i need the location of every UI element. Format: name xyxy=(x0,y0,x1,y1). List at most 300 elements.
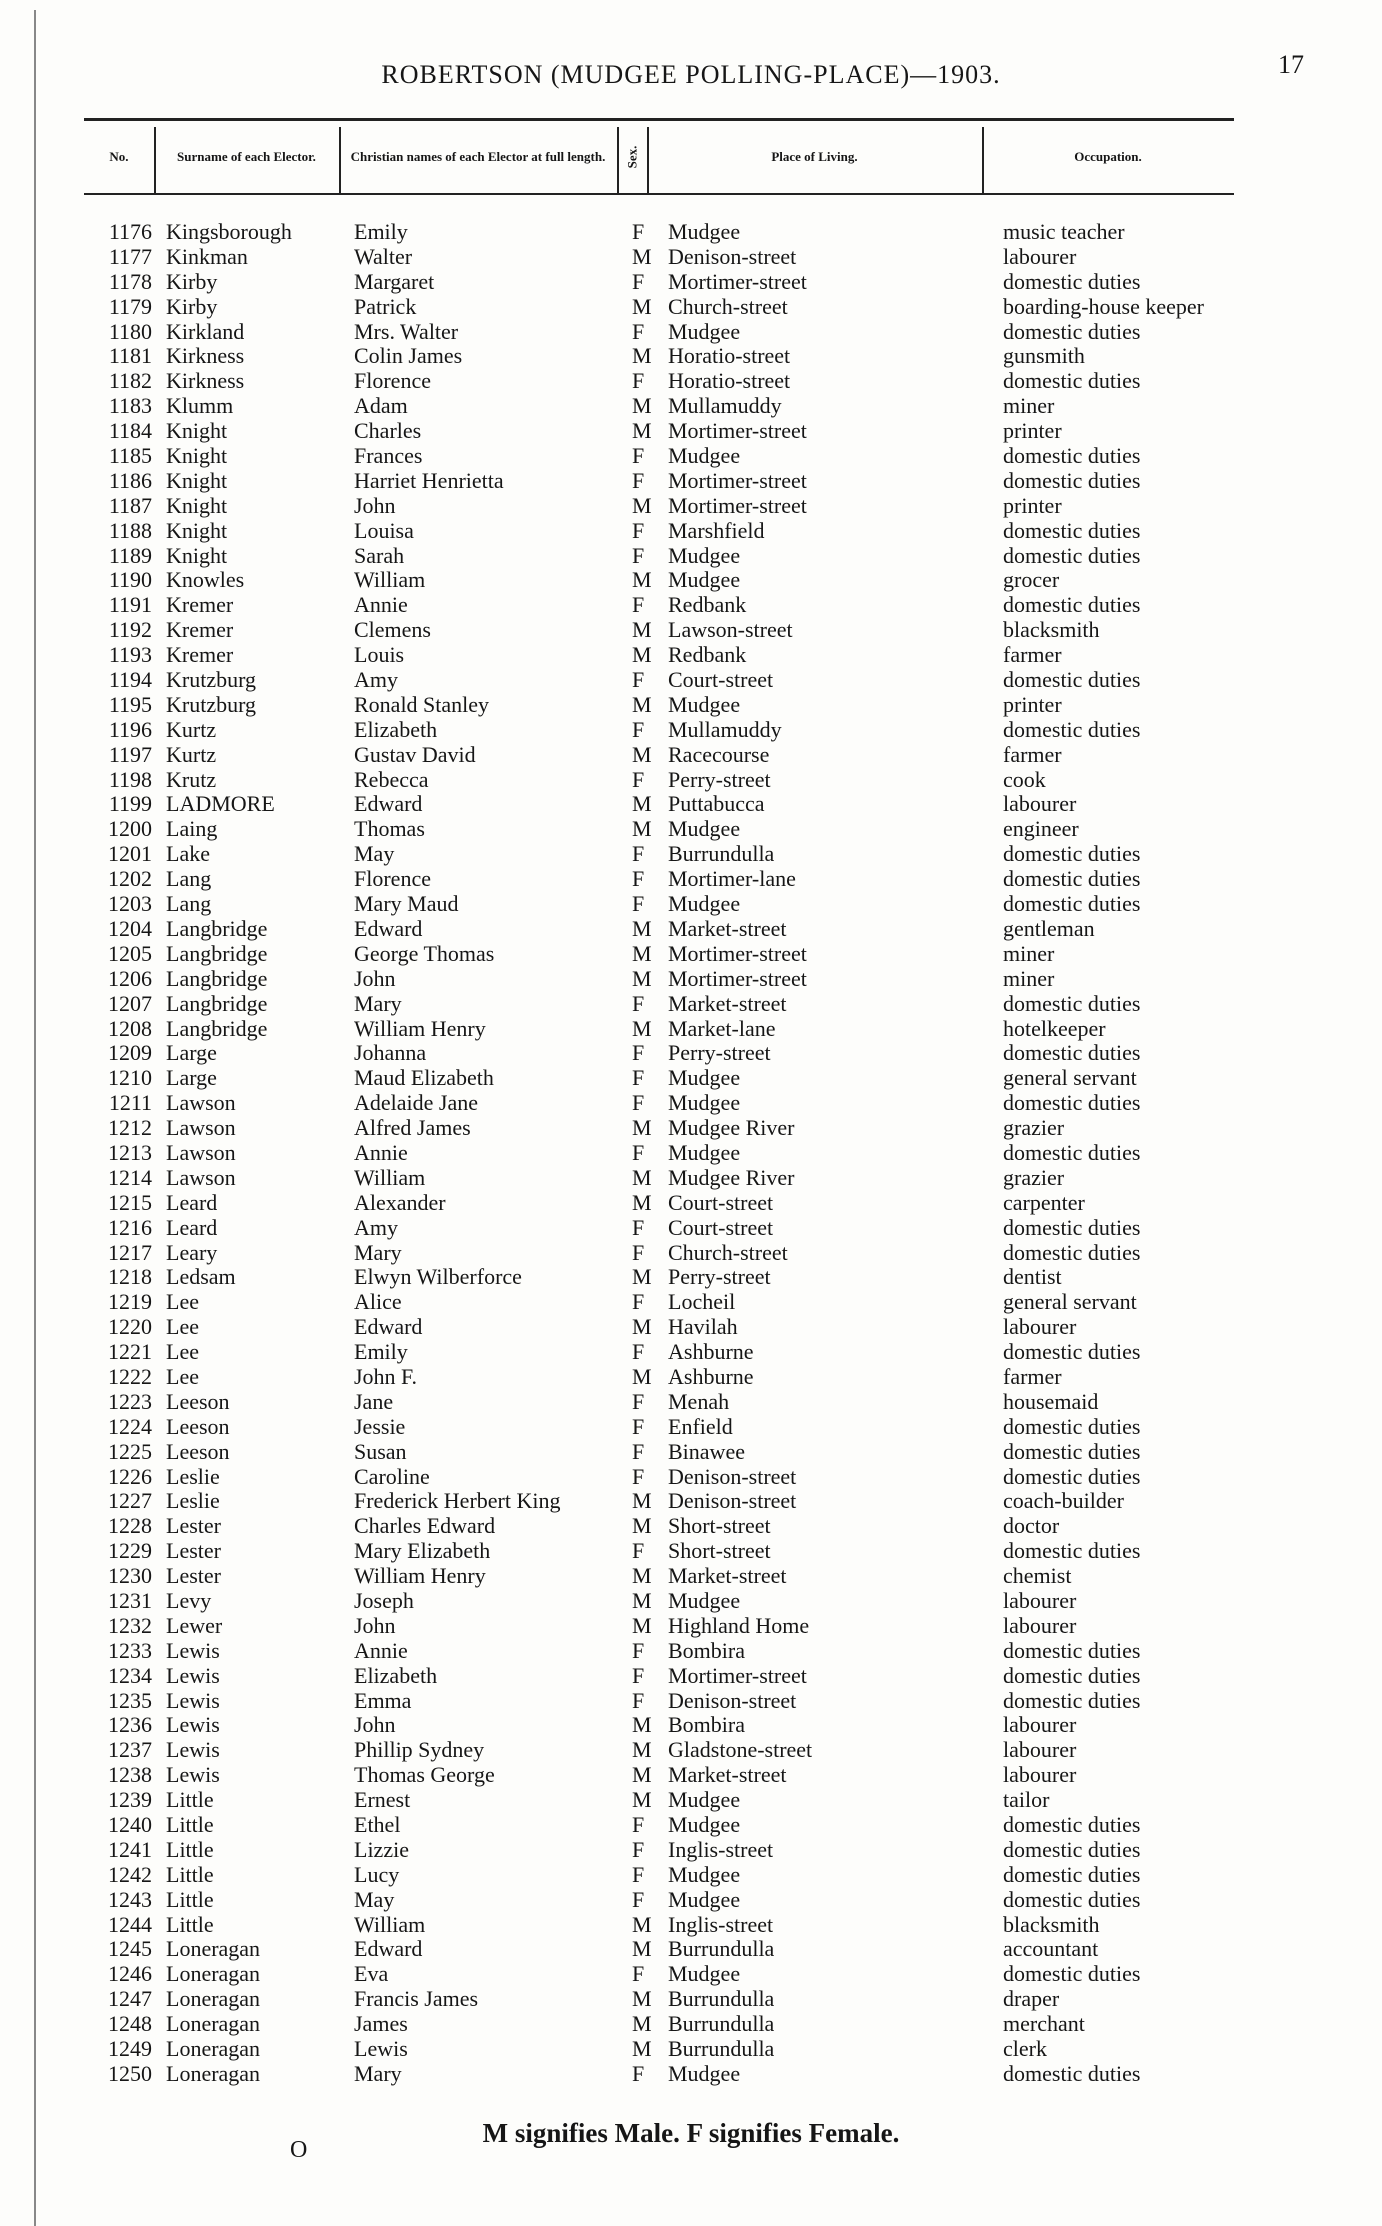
elector-christian-names: Mary xyxy=(354,1239,402,1265)
elector-occupation: domestic duties xyxy=(1003,1040,1141,1066)
elector-sex: M xyxy=(632,1587,652,1613)
table-row xyxy=(0,1489,1382,1514)
elector-place: Inglis-street xyxy=(668,1911,774,1937)
elector-place: Mudgee xyxy=(668,1886,741,1912)
elector-sex: F xyxy=(632,1289,645,1315)
elector-christian-names: Amy xyxy=(354,667,398,693)
table-row xyxy=(0,1365,1382,1390)
elector-surname: Leard xyxy=(166,1189,218,1215)
elector-sex: M xyxy=(632,642,652,668)
elector-surname: Kirby xyxy=(166,268,218,294)
elector-occupation: miner xyxy=(1003,965,1055,991)
elector-christian-names: Mary Elizabeth xyxy=(354,1538,491,1564)
elector-place: Racecourse xyxy=(668,741,770,767)
elector-sex: M xyxy=(632,1737,652,1763)
elector-christian-names: Emma xyxy=(354,1687,412,1713)
elector-surname: Knight xyxy=(166,517,228,543)
elector-christian-names: Edward xyxy=(354,1314,423,1340)
elector-sex: F xyxy=(632,990,645,1016)
table-row xyxy=(0,942,1382,967)
elector-christian-names: Jane xyxy=(354,1388,394,1414)
elector-occupation: domestic duties xyxy=(1003,1090,1141,1116)
table-row xyxy=(0,817,1382,842)
elector-sex: F xyxy=(632,1662,645,1688)
elector-sex: F xyxy=(632,1538,645,1564)
elector-list xyxy=(0,220,1382,2087)
table-row xyxy=(0,693,1382,718)
elector-number: 1241 xyxy=(108,1836,152,1862)
elector-number: 1222 xyxy=(108,1363,152,1389)
elector-christian-names: John xyxy=(354,965,396,991)
elector-christian-names: Edward xyxy=(354,915,423,941)
elector-sex: M xyxy=(632,1986,652,2012)
elector-christian-names: Alfred James xyxy=(354,1115,471,1141)
elector-occupation: domestic duties xyxy=(1003,318,1141,344)
elector-occupation: domestic duties xyxy=(1003,866,1141,892)
elector-place: Horatio-street xyxy=(668,368,791,394)
sex-legend: M signifies Male. F signifies Female. xyxy=(482,2118,900,2148)
elector-place: Mudgee River xyxy=(668,1115,795,1141)
elector-number: 1236 xyxy=(108,1712,152,1738)
elector-place: Mortimer-street xyxy=(668,965,807,991)
elector-surname: Lang xyxy=(166,866,212,892)
table-row xyxy=(0,1539,1382,1564)
elector-christian-names: Mary xyxy=(354,2060,402,2086)
elector-sex: M xyxy=(632,293,652,319)
elector-number: 1229 xyxy=(108,1538,152,1564)
table-row xyxy=(0,867,1382,892)
elector-place: Mudgee xyxy=(668,1861,741,1887)
elector-place: Court-street xyxy=(668,667,774,693)
elector-christian-names: William Henry xyxy=(354,1563,486,1589)
elector-surname: Little xyxy=(166,1911,214,1937)
elector-occupation: domestic duties xyxy=(1003,1812,1141,1837)
elector-christian-names: Patrick xyxy=(354,293,417,319)
elector-number: 1203 xyxy=(108,891,152,917)
table-row xyxy=(0,1091,1382,1116)
elector-place: Burrundulla xyxy=(668,2011,775,2037)
elector-surname: Kremer xyxy=(166,642,234,668)
table-row xyxy=(0,519,1382,544)
elector-christian-names: Maud Elizabeth xyxy=(354,1065,494,1091)
table-row xyxy=(0,1713,1382,1738)
table-row xyxy=(0,743,1382,768)
elector-number: 1211 xyxy=(108,1090,152,1116)
column-header-sex xyxy=(617,121,647,193)
elector-sex: F xyxy=(632,766,645,792)
elector-surname: Little xyxy=(166,1812,214,1837)
elector-sex: F xyxy=(632,517,645,543)
elector-christian-names: William xyxy=(354,1911,426,1937)
elector-place: Marshfield xyxy=(668,517,765,543)
elector-number: 1213 xyxy=(108,1139,152,1165)
elector-surname: Little xyxy=(166,1787,214,1813)
elector-number: 1192 xyxy=(108,617,152,643)
elector-sex: F xyxy=(632,866,645,892)
table-row xyxy=(0,992,1382,1017)
elector-surname: Little xyxy=(166,1861,214,1887)
elector-occupation: grazier xyxy=(1003,1115,1065,1141)
table-row xyxy=(0,1564,1382,1589)
elector-number: 1240 xyxy=(108,1812,152,1837)
elector-christian-names: Ronald Stanley xyxy=(354,691,490,717)
elector-place: Mortimer-street xyxy=(668,268,807,294)
elector-occupation: domestic duties xyxy=(1003,841,1141,867)
elector-number: 1204 xyxy=(108,915,152,941)
elector-place: Short-street xyxy=(668,1513,771,1539)
elector-sex: F xyxy=(632,716,645,742)
elector-surname: Lester xyxy=(166,1563,221,1589)
elector-occupation: blacksmith xyxy=(1003,1911,1100,1937)
elector-sex: M xyxy=(632,1911,652,1937)
elector-number: 1237 xyxy=(108,1737,152,1763)
elector-christian-names: Emily xyxy=(354,1339,408,1365)
table-row xyxy=(0,1290,1382,1315)
elector-number: 1234 xyxy=(108,1662,152,1688)
elector-surname: Loneragan xyxy=(166,1986,261,2012)
elector-sex: M xyxy=(632,343,652,369)
elector-number: 1214 xyxy=(108,1164,152,1190)
elector-place: Mudgee xyxy=(668,1587,741,1613)
elector-sex: M xyxy=(632,1488,652,1514)
elector-occupation: gunsmith xyxy=(1003,343,1085,369)
elector-sex: M xyxy=(632,1314,652,1340)
elector-surname: Leslie xyxy=(166,1488,220,1514)
elector-surname: Lewer xyxy=(166,1612,223,1638)
elector-surname: Lee xyxy=(166,1314,199,1340)
table-row xyxy=(0,967,1382,992)
elector-christian-names: Harriet Henrietta xyxy=(354,467,504,493)
elector-occupation: general servant xyxy=(1003,1065,1137,1091)
table-row xyxy=(0,643,1382,668)
table-row xyxy=(0,1066,1382,1091)
elector-number: 1226 xyxy=(108,1463,152,1489)
elector-number: 1190 xyxy=(108,567,152,593)
elector-surname: Lee xyxy=(166,1339,199,1365)
elector-surname: Kurtz xyxy=(166,716,217,742)
elector-occupation: coach-builder xyxy=(1003,1488,1124,1514)
elector-number: 1223 xyxy=(108,1388,152,1414)
elector-surname: Knight xyxy=(166,542,228,568)
elector-occupation: boarding-house keeper xyxy=(1003,293,1204,319)
table-row xyxy=(0,2012,1382,2037)
elector-surname: Little xyxy=(166,1836,214,1862)
elector-number: 1232 xyxy=(108,1612,152,1638)
page-title: ROBERTSON (MUDGEE POLLING-PLACE)—1903. xyxy=(381,60,1001,89)
elector-surname: Lawson xyxy=(166,1090,236,1116)
elector-sex: M xyxy=(632,1115,652,1141)
elector-place: Mudgee xyxy=(668,1090,741,1116)
table-row xyxy=(0,320,1382,345)
elector-surname: Leeson xyxy=(166,1438,230,1464)
elector-christian-names: George Thomas xyxy=(354,940,495,966)
table-row xyxy=(0,1738,1382,1763)
elector-sex: F xyxy=(632,467,645,493)
elector-surname: Knight xyxy=(166,492,228,518)
elector-number: 1188 xyxy=(108,517,152,543)
elector-place: Court-street xyxy=(668,1214,774,1240)
elector-occupation: domestic duties xyxy=(1003,891,1141,917)
elector-christian-names: Mary Maud xyxy=(354,891,459,917)
elector-number: 1200 xyxy=(108,816,152,842)
elector-number: 1227 xyxy=(108,1488,152,1514)
elector-christian-names: Florence xyxy=(354,866,431,892)
elector-sex: M xyxy=(632,1787,652,1813)
elector-occupation: domestic duties xyxy=(1003,1861,1141,1887)
elector-occupation: engineer xyxy=(1003,816,1079,842)
elector-number: 1216 xyxy=(108,1214,152,1240)
elector-sex: F xyxy=(632,318,645,344)
table-row xyxy=(0,768,1382,793)
header-bottom-rule xyxy=(84,193,1234,195)
elector-place: Mudgee xyxy=(668,1787,741,1813)
elector-occupation: draper xyxy=(1003,1986,1060,2012)
elector-sex: M xyxy=(632,1264,652,1290)
table-row xyxy=(0,1440,1382,1465)
elector-number: 1184 xyxy=(108,418,152,444)
elector-occupation: printer xyxy=(1003,418,1062,444)
elector-number: 1194 xyxy=(108,667,152,693)
elector-christian-names: Francis James xyxy=(354,1986,479,2012)
elector-occupation: domestic duties xyxy=(1003,716,1141,742)
elector-occupation: labourer xyxy=(1003,791,1077,817)
table-row xyxy=(0,419,1382,444)
elector-number: 1249 xyxy=(108,2036,152,2062)
elector-christian-names: Edward xyxy=(354,791,423,817)
elector-place: Redbank xyxy=(668,642,747,668)
elector-place: Mortimer-street xyxy=(668,940,807,966)
elector-sex: F xyxy=(632,1687,645,1713)
table-row xyxy=(0,1888,1382,1913)
table-row xyxy=(0,1017,1382,1042)
elector-number: 1206 xyxy=(108,965,152,991)
elector-surname: Knight xyxy=(166,467,228,493)
elector-christian-names: William xyxy=(354,1164,426,1190)
table-row xyxy=(0,1987,1382,2012)
elector-christian-names: Gustav David xyxy=(354,741,476,767)
elector-surname: Langbridge xyxy=(166,1015,268,1041)
elector-christian-names: Adelaide Jane xyxy=(354,1090,478,1116)
elector-number: 1193 xyxy=(108,642,152,668)
elector-place: Bombira xyxy=(668,1637,745,1663)
elector-place: Burrundulla xyxy=(668,2036,775,2062)
table-row xyxy=(0,344,1382,369)
elector-sex: M xyxy=(632,741,652,767)
elector-christian-names: Louis xyxy=(354,642,405,668)
elector-christian-names: James xyxy=(354,2011,408,2037)
table-row xyxy=(0,1340,1382,1365)
elector-surname: Lester xyxy=(166,1513,221,1539)
elector-number: 1233 xyxy=(108,1637,152,1663)
elector-sex: M xyxy=(632,915,652,941)
elector-occupation: accountant xyxy=(1003,1936,1099,1962)
elector-occupation: domestic duties xyxy=(1003,1836,1141,1862)
elector-christian-names: John xyxy=(354,1612,396,1638)
elector-occupation: domestic duties xyxy=(1003,1438,1141,1464)
elector-number: 1183 xyxy=(108,393,152,419)
elector-surname: Knowles xyxy=(166,567,245,593)
elector-place: Locheil xyxy=(668,1289,736,1315)
elector-christian-names: Thomas xyxy=(354,816,425,842)
elector-sex: F xyxy=(632,1090,645,1116)
elector-place: Mudgee xyxy=(668,691,741,717)
table-row xyxy=(0,1041,1382,1066)
elector-sex: M xyxy=(632,2036,652,2062)
elector-number: 1238 xyxy=(108,1762,152,1788)
elector-place: Redbank xyxy=(668,592,747,618)
elector-christian-names: Elwyn Wilberforce xyxy=(354,1264,522,1290)
elector-occupation: domestic duties xyxy=(1003,1687,1141,1713)
table-row xyxy=(0,1614,1382,1639)
elector-occupation: labourer xyxy=(1003,1737,1077,1763)
elector-sex: F xyxy=(632,1463,645,1489)
elector-surname: Leslie xyxy=(166,1463,220,1489)
elector-place: Mudgee xyxy=(668,891,741,917)
elector-christian-names: Emily xyxy=(354,219,408,244)
table-row xyxy=(0,469,1382,494)
elector-place: Menah xyxy=(668,1388,730,1414)
elector-number: 1217 xyxy=(108,1239,152,1265)
table-row xyxy=(0,842,1382,867)
elector-christian-names: Susan xyxy=(354,1438,407,1464)
column-header-place: Place of Living. xyxy=(771,149,858,164)
elector-place: Denison-street xyxy=(668,1463,797,1489)
table-row xyxy=(0,568,1382,593)
table-row xyxy=(0,1166,1382,1191)
elector-occupation: labourer xyxy=(1003,1314,1077,1340)
elector-sex: F xyxy=(632,1339,645,1365)
elector-occupation: domestic duties xyxy=(1003,1463,1141,1489)
elector-sex: M xyxy=(632,617,652,643)
elector-place: Denison-street xyxy=(668,1488,797,1514)
elector-christian-names: Jessie xyxy=(354,1413,406,1439)
elector-surname: Lewis xyxy=(166,1687,220,1713)
elector-number: 1212 xyxy=(108,1115,152,1141)
table-row xyxy=(0,1813,1382,1838)
elector-number: 1205 xyxy=(108,940,152,966)
elector-sex: F xyxy=(632,1139,645,1165)
table-row xyxy=(0,1415,1382,1440)
elector-sex: F xyxy=(632,2060,645,2086)
table-row xyxy=(0,1962,1382,1987)
elector-occupation: grocer xyxy=(1003,567,1060,593)
elector-place: Bombira xyxy=(668,1712,745,1738)
elector-christian-names: Elizabeth xyxy=(354,716,438,742)
elector-surname: Kremer xyxy=(166,617,234,643)
elector-number: 1185 xyxy=(108,443,152,469)
elector-occupation: blacksmith xyxy=(1003,617,1100,643)
elector-surname: Krutzburg xyxy=(166,667,257,693)
elector-occupation: general servant xyxy=(1003,1289,1137,1315)
elector-christian-names: Clemens xyxy=(354,617,431,643)
elector-surname: Loneragan xyxy=(166,2060,261,2086)
table-row xyxy=(0,668,1382,693)
elector-occupation: domestic duties xyxy=(1003,542,1141,568)
elector-number: 1247 xyxy=(108,1986,152,2012)
elector-occupation: miner xyxy=(1003,940,1055,966)
elector-surname: Langbridge xyxy=(166,915,268,941)
table-row xyxy=(0,1863,1382,1888)
elector-number: 1228 xyxy=(108,1513,152,1539)
elector-number: 1250 xyxy=(108,2060,152,2086)
elector-number: 1178 xyxy=(108,268,152,294)
elector-surname: Langbridge xyxy=(166,990,268,1016)
elector-surname: Langbridge xyxy=(166,965,268,991)
elector-place: Mudgee xyxy=(668,1139,741,1165)
elector-sex: F xyxy=(632,1065,645,1091)
elector-number: 1196 xyxy=(108,716,152,742)
elector-sex: F xyxy=(632,219,645,244)
elector-number: 1207 xyxy=(108,990,152,1016)
elector-number: 1242 xyxy=(108,1861,152,1887)
elector-number: 1177 xyxy=(108,243,152,269)
elector-christian-names: May xyxy=(354,841,395,867)
elector-christian-names: Johanna xyxy=(354,1040,427,1066)
elector-surname: Large xyxy=(166,1065,217,1091)
elector-place: Havilah xyxy=(668,1314,738,1340)
elector-sex: M xyxy=(632,243,652,269)
elector-surname: Levy xyxy=(166,1587,212,1613)
table-row xyxy=(0,1390,1382,1415)
elector-christian-names: Alice xyxy=(354,1289,402,1315)
elector-sex: F xyxy=(632,891,645,917)
table-row xyxy=(0,544,1382,569)
elector-sex: F xyxy=(632,1637,645,1663)
table-row xyxy=(0,1465,1382,1490)
elector-number: 1202 xyxy=(108,866,152,892)
elector-occupation: labourer xyxy=(1003,1712,1077,1738)
elector-sex: M xyxy=(632,1563,652,1589)
elector-place: Perry-street xyxy=(668,766,771,792)
elector-christian-names: Louisa xyxy=(354,517,414,543)
elector-christian-names: Elizabeth xyxy=(354,1662,438,1688)
elector-number: 1176 xyxy=(108,219,152,244)
elector-number: 1245 xyxy=(108,1936,152,1962)
elector-occupation: housemaid xyxy=(1003,1388,1099,1414)
elector-sex: F xyxy=(632,443,645,469)
elector-occupation: grazier xyxy=(1003,1164,1065,1190)
elector-occupation: carpenter xyxy=(1003,1189,1085,1215)
elector-christian-names: Colin James xyxy=(354,343,463,369)
elector-sex: M xyxy=(632,691,652,717)
elector-christian-names: Florence xyxy=(354,368,431,394)
elector-surname: Kirkland xyxy=(166,318,245,344)
elector-occupation: domestic duties xyxy=(1003,990,1141,1016)
elector-occupation: domestic duties xyxy=(1003,1413,1141,1439)
elector-number: 1220 xyxy=(108,1314,152,1340)
elector-christian-names: Thomas George xyxy=(354,1762,495,1788)
elector-sex: F xyxy=(632,1040,645,1066)
table-row xyxy=(0,270,1382,295)
elector-sex: M xyxy=(632,1762,652,1788)
elector-surname: Knight xyxy=(166,418,228,444)
elector-occupation: clerk xyxy=(1003,2036,1047,2062)
elector-place: Mudgee xyxy=(668,318,741,344)
elector-occupation: labourer xyxy=(1003,243,1077,269)
elector-surname: Lake xyxy=(166,841,210,867)
elector-surname: Loneragan xyxy=(166,1961,261,1987)
elector-occupation: domestic duties xyxy=(1003,1339,1141,1365)
table-row xyxy=(0,718,1382,743)
column-header-christian-names: Christian names of each Elector at full length. xyxy=(350,149,606,164)
elector-place: Burrundulla xyxy=(668,1936,775,1962)
elector-sex: F xyxy=(632,1438,645,1464)
elector-place: Market-street xyxy=(668,915,787,941)
elector-christian-names: Annie xyxy=(354,1139,408,1165)
elector-christian-names: Annie xyxy=(354,592,408,618)
elector-sex: F xyxy=(632,1961,645,1987)
elector-place: Mudgee xyxy=(668,542,741,568)
